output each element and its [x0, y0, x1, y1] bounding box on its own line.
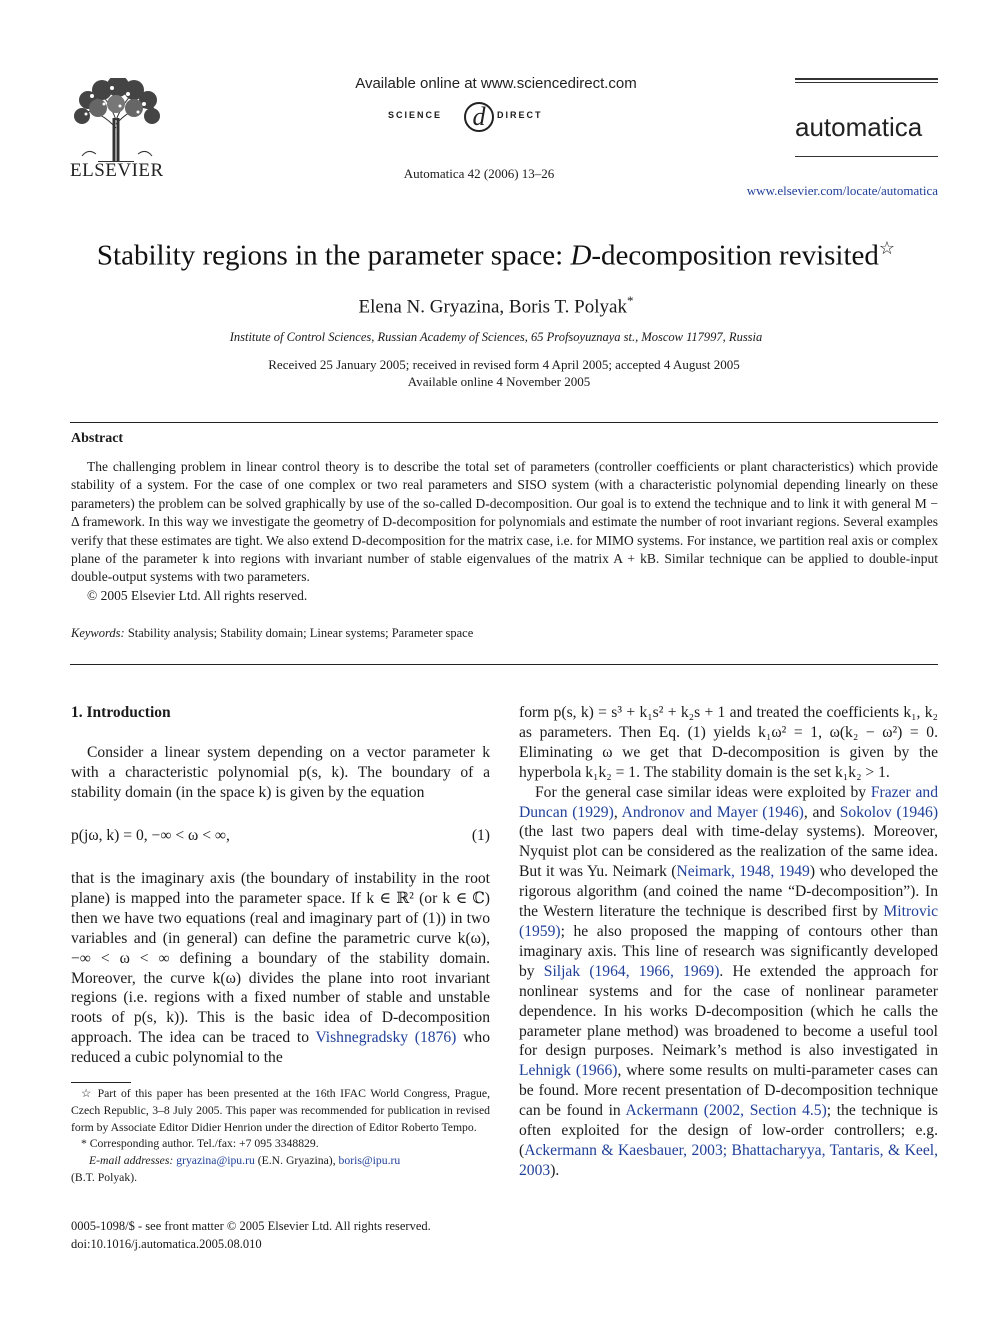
r2-text-f: , where some results on multi-parameter cases can be found. More recent presentation of D-decomposition technique can be found in	[519, 1062, 938, 1120]
header-rule	[795, 82, 938, 83]
available-online-date: Available online 4 November 2005	[407, 374, 591, 389]
ref-link-ackermann[interactable]: Ackermann (2002, Section 4.5)	[625, 1102, 827, 1120]
available-online-banner: Available online at www.sciencedirect.com	[355, 75, 637, 92]
ref-link-neimark[interactable]: Neimark, 1948, 1949	[676, 863, 810, 881]
publisher-name: ELSEVIER	[70, 160, 164, 181]
issn-line: 0005-1098/$ - see front matter © 2005 Elsevier Ltd. All rights reserved.	[71, 1219, 431, 1233]
author-footnote-mark[interactable]: *	[626, 293, 634, 308]
email-label: E-mail addresses:	[89, 1154, 174, 1168]
keywords	[71, 626, 473, 641]
intro-right-column	[519, 703, 938, 1181]
section-divider	[70, 422, 938, 423]
r2-text-b: (the last two papers deal with time-delay systems). Moreover, Nyquist plot can be considered as the realization of the same idea. But it was Yu. Neimark (	[519, 823, 938, 881]
article-title	[0, 238, 992, 273]
ref-link-lehnigk[interactable]: Lehnigk (1966)	[519, 1062, 618, 1080]
header-rule	[795, 78, 938, 80]
keywords-text: Stability analysis; Stability domain; Linear systems; Parameter space	[127, 626, 474, 640]
r2-text-a: For the general case similar ideas were exploited by	[535, 783, 871, 801]
abstract-text: The challenging problem in linear control theory is to describe the total set of parameters (controller coefficients or plant characteristics) which provide stability of a system. For the case of one complex or two real parameters and SISO system (with a characteristic polynomial depending linearly on these parameters) the problem can be solved graphically by use of the so-called D-decomposition. Our goal is to extend the technique and to link it with general M − Δ framework. In this way we investigate the geometry of D-decomposition for polynomials and estimate the number of root invariant regions. Several examples verify that these estimates are tight. We also extend D-decomposition for the matrix case, i.e. for MIMO systems. For instance, we partition real axis or complex plane of the parameter k into regions with invariant number of stable eigenvalues of the matrix A + kB. Similar technique can be applied to double-input double-output systems with two parameters.	[71, 459, 938, 585]
svg-text:d: d	[472, 102, 486, 131]
email-separator: (E.N. Gryazina),	[254, 1154, 339, 1168]
intro-r2: For the general case similar ideas were exploited by Frazer and Duncan (1929), Andronov and Mayer (1946), and Sokolov (1946) (the last two papers deal with time-delay systems). Moreover, Nyquist plot can be considered as the realization of the same idea. But it was Yu. Neimark (Neimark, 1948, 1949) who developed the rigorous algorithm (and coined the name “D-decomposition”). In the Western literature the technique is described first by Mitrovic (1959); he also proposed the mapping of contours other than imaginary axis. This line of research was significantly developed by Siljak (1964, 1966, 1969). He extended the approach for nonlinear systems and for the case of nonlinear parameter dependence. In his works D-decomposition (which he calls the parameter plane method) was broadened to become a useful tool for design purposes. Neimark’s method is also investigated in Lehnigk (1966), where some results on multi-parameter cases can be found. More recent presentation of D-decomposition technique can be found in Ackermann (2002, Section 4.5); the technique is often exploited for the design of low-order controllers; e.g. (Ackermann & Kaesbauer, 2003; Bhattacharyya, Tantaris, & Keel, 2003).	[519, 783, 939, 1179]
author-affiliation: Institute of Control Sciences, Russian Academy of Sciences, 65 Profsoyuznaya st., Moscow 117997, Russia	[229, 330, 763, 344]
intro-p1: Consider a linear system depending on a vector parameter k with a characteristic polynomial p(s, k). The boundary of a stability domain (in the space k) is given by the equation	[71, 744, 490, 801]
equation-1-number: (1)	[471, 827, 490, 844]
article-authors	[0, 293, 992, 318]
abstract-copyright: © 2005 Elsevier Ltd. All rights reserved.	[87, 587, 308, 603]
email-link-gryazina[interactable]: gryazina@ipu.ru	[176, 1154, 255, 1168]
sciencedirect-d-icon	[462, 100, 496, 139]
footnote-3	[71, 1153, 490, 1170]
intro-r1: form p(s, k) = s³ + k₁s² + k₂s + 1 and treated the coefficients k₁, k₂ as parameters. Then Eq. (1) yields k₁ω² = 1, ω(k₂ − ω²) = 0. Eliminating ω we get that D-decomposition is given by the hyperbola k₁k₂ = 1. The stability domain is the set k₁k₂ > 1.	[519, 704, 938, 781]
footnote-2: * Corresponding author. Tel./fax: +7 095 3348829.	[81, 1137, 319, 1151]
journal-citation: Automatica 42 (2006) 13–26	[403, 166, 555, 181]
footnote-3-end: (B.T. Polyak).	[71, 1170, 138, 1184]
ref-link-ackermann-kaesbauer[interactable]: Ackermann & Kaesbauer, 2003; Bhattacharyya, Tantaris, & Keel, 2003	[519, 1141, 938, 1179]
header-rule	[795, 156, 938, 157]
abstract-heading: Abstract	[71, 431, 124, 446]
intro-paragraph-1	[71, 743, 490, 803]
journal-url-link[interactable]: www.elsevier.com/locate/automatica	[746, 183, 938, 198]
intro-p2-text-end: who reduced a cubic polynomial to the	[71, 1029, 490, 1067]
r2-text-g: ; the technique is often exploited for the design of low-order controllers; e.g. (	[519, 1102, 938, 1159]
section-divider	[70, 664, 938, 665]
ref-link-mitrovic[interactable]: Mitrovic (1959)	[519, 903, 938, 940]
footnote-rule	[71, 1082, 131, 1083]
keywords-label: Keywords:	[71, 626, 125, 640]
email-link-polyak[interactable]: boris@ipu.ru	[338, 1154, 401, 1168]
ref-link-frazer[interactable]: Frazer and Duncan (1929)	[519, 783, 938, 821]
footnotes	[71, 1086, 490, 1187]
intro-p2-text: that is the imaginary axis (the boundary of instability in the root plane) is mapped into the parameter space. If k ∈ ℝ² (or k ∈ ℂ) then we have two equations (real and imaginary part of (1)) in two variables and (in general) can define the parametric curve k(ω), −∞ < ω < ∞ defining a boundary of the stability domain. Moreover, the curve k(ω) divides the plane into root invariant regions (i.e. regions with a fixed number of stable and unstable roots of p(s, k)). This is the basic idea of D-decomposition approach. The idea can be traced to	[71, 870, 490, 1047]
section-heading-introduction: 1. Introduction	[71, 704, 171, 721]
doi-line: doi:10.1016/j.automatica.2005.08.010	[71, 1236, 262, 1251]
sciencedirect-word-right: DIRECT	[497, 110, 543, 120]
title-text-ital: D	[570, 239, 592, 272]
intro-paragraph-2	[71, 869, 490, 1068]
ref-link-siljak[interactable]: Siljak (1964, 1966, 1969)	[543, 962, 720, 980]
title-text-pre: Stability regions in the parameter space:	[96, 239, 571, 272]
r2-text-c: ) who developed the rigorous algorithm (and coined the name “D-decomposition”). In the Western literature the technique is described first by	[519, 863, 938, 921]
abstract-body	[71, 458, 938, 605]
ref-link-andronov[interactable]: Andronov and Mayer (1946)	[621, 803, 804, 821]
title-footnote-mark[interactable]: ☆	[878, 238, 896, 258]
ref-link-vishnegradsky[interactable]: Vishnegradsky (1876)	[315, 1029, 457, 1047]
equation-1: p(jω, k) = 0, −∞ < ω < ∞,	[71, 827, 230, 844]
title-text-post: -decomposition revisited	[591, 239, 879, 272]
journal-name: automatica	[795, 112, 923, 142]
r2-text-e: . He extended the approach for nonlinear systems and for the case of nonlinear parameter dependence. In his works D-decomposition (which he calls the parameter plane method) was broadened to become a useful tool for design purposes. Neimark’s method is also investigated in	[519, 962, 938, 1060]
authors-text: Elena N. Gryazina, Boris T. Polyak	[358, 296, 627, 318]
issn-copyright	[71, 1218, 431, 1253]
sciencedirect-word-left: SCIENCE	[388, 110, 443, 120]
footnote-1: ☆ Part of this paper has been presented at the 16th IFAC World Congress, Prague, Czech Republic, 3–8 July 2005. This paper was recommended for publication in revised form by Associate Editor Didier Henrion under the direction of Editor Roberto Tempo.	[71, 1087, 490, 1134]
intro-p2	[71, 869, 490, 1068]
r2-text-h: ).	[550, 1161, 560, 1179]
ref-link-sokolov[interactable]: Sokolov (1946)	[839, 803, 939, 821]
r2-text-d: ; he also proposed the mapping of contours other than imaginary axis. This line of research was significantly developed by	[519, 922, 938, 980]
received-dates: Received 25 January 2005; received in revised form 4 April 2005; accepted 4 August 2005	[268, 357, 740, 372]
